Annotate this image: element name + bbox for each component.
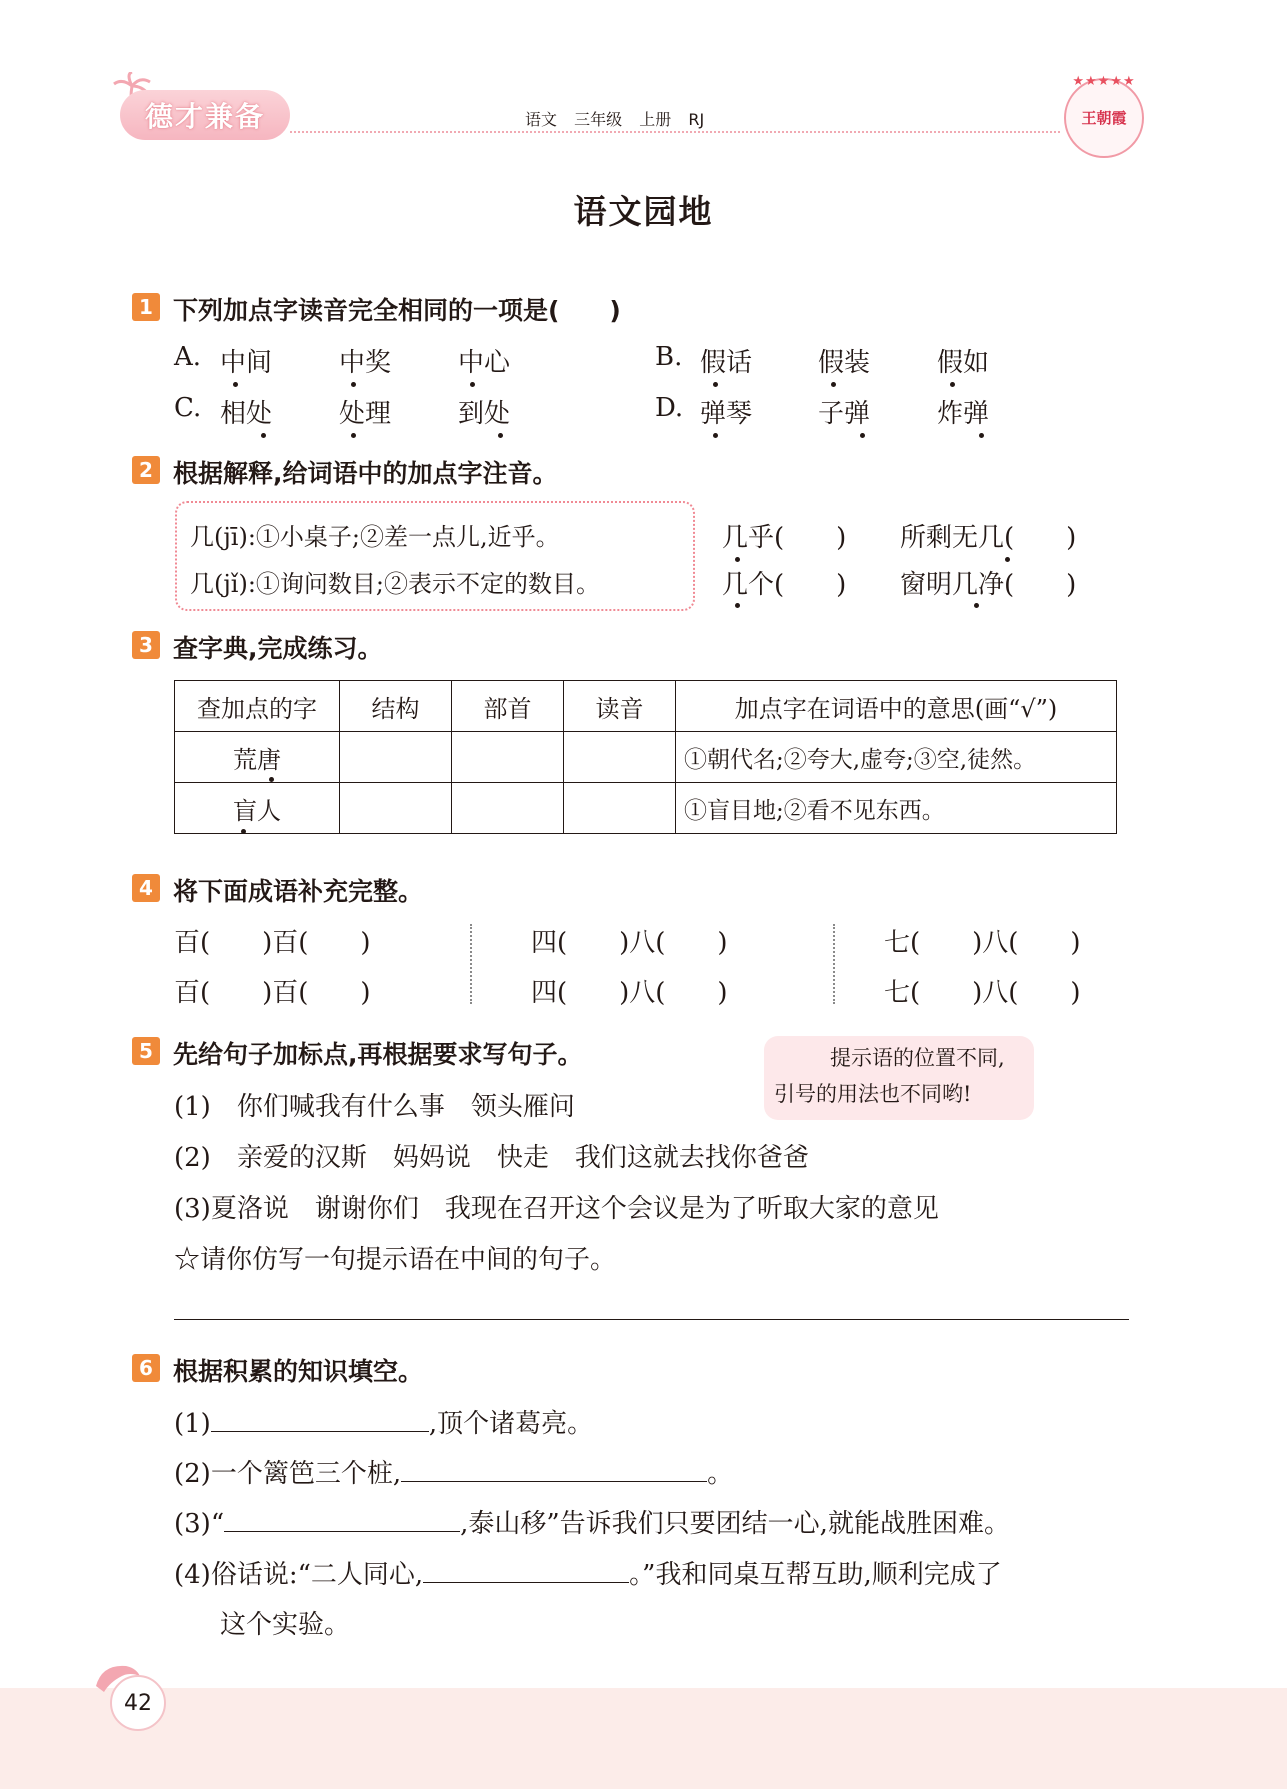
question-number-6: 6 [132, 1354, 160, 1382]
book-info [525, 107, 704, 130]
table-header: 查加点的字 [175, 681, 340, 732]
emphasis-dot [269, 777, 274, 782]
emphasis-dot [979, 433, 984, 438]
page-number: 42 [110, 1675, 166, 1731]
header-divider [290, 131, 1060, 133]
question-number-3: 3 [132, 631, 160, 659]
table-cell-word: 荒唐 [175, 732, 340, 783]
question-5-text: 先给句子加标点,再根据要求写句子。 [173, 1040, 583, 1069]
question-number-2: 2 [132, 456, 160, 484]
emphasis-dot [233, 382, 238, 387]
table-header: 结构 [340, 681, 452, 732]
volume: 上册 [639, 110, 672, 129]
grade: 三年级 [574, 110, 623, 129]
option-d-word-2: 子弹 [818, 399, 871, 429]
emphasis-dot [498, 433, 503, 438]
option-a-word-2: 中奖 [339, 348, 392, 378]
question-4-text: 将下面成语补充完整。 [173, 877, 424, 906]
answer-cell-structure[interactable] [340, 783, 452, 834]
answer-cell-pronunciation[interactable] [564, 732, 676, 783]
table-cell-word: 盲人 [175, 783, 340, 834]
table-row [175, 732, 1117, 783]
fill-line-1: (1) ,顶个诸葛亮。 [174, 1403, 593, 1440]
author-seal: ★★★★★ 王朝霞 [1064, 78, 1144, 158]
question-number-5: 5 [132, 1037, 160, 1065]
idiom-blank[interactable]: 七( )八( ) [884, 978, 1081, 1008]
option-c-word-1: 相处 [220, 399, 273, 429]
emphasis-dot [241, 829, 246, 834]
column-divider [470, 924, 472, 1004]
emphasis-dot [713, 433, 718, 438]
option-b-word-1: 假话 [700, 348, 753, 378]
item-jihu: 几乎( ) [722, 523, 847, 553]
sentence-2: (2) 亲爱的汉斯 妈妈说 快走 我们这就去找你爸爸 [174, 1143, 809, 1173]
option-c-word-2: 处理 [339, 399, 392, 429]
answer-cell-pronunciation[interactable] [564, 783, 676, 834]
brand-logo: 德才兼备 [120, 90, 290, 140]
fill-blank[interactable] [224, 1505, 460, 1532]
question-number-1: 1 [132, 293, 160, 321]
fill-blank[interactable] [423, 1556, 629, 1583]
sentence-1: (1) 你们喊我有什么事 领头雁问 [174, 1092, 575, 1122]
emphasis-dot [470, 382, 475, 387]
option-c-word-3: 到处 [458, 399, 511, 429]
option-d-word-3: 炸弹 [937, 399, 990, 429]
option-a-label: A. [174, 342, 202, 372]
tip-box [764, 1036, 1034, 1120]
question-number-4: 4 [132, 874, 160, 902]
option-c-label: C. [174, 393, 202, 423]
emphasis-dot [1005, 557, 1010, 562]
emphasis-dot [974, 603, 979, 608]
table-header: 读音 [564, 681, 676, 732]
table-header-row [175, 681, 1117, 732]
definition-1: 几(jī):①小桌子;②差一点儿,近乎。 [190, 523, 560, 551]
emphasis-dot [950, 382, 955, 387]
edition: RJ [688, 110, 705, 129]
answer-cell-radical[interactable] [452, 783, 564, 834]
table-header: 部首 [452, 681, 564, 732]
footer-wave [0, 1688, 1287, 1789]
idiom-blank[interactable]: 七( )八( ) [884, 928, 1081, 958]
emphasis-dot [261, 433, 266, 438]
emphasis-dot [713, 382, 718, 387]
idiom-blank[interactable]: 四( )八( ) [531, 928, 728, 958]
option-a-word-1: 中间 [220, 348, 273, 378]
option-b-word-2: 假装 [818, 348, 871, 378]
emphasis-dot [831, 382, 836, 387]
fill-line-3: (3)“ ,泰山移”告诉我们只要团结一心,就能战胜困难。 [174, 1503, 1010, 1540]
table-row [175, 783, 1117, 834]
emphasis-dot [351, 382, 356, 387]
answer-line[interactable] [174, 1319, 1129, 1320]
question-3-text: 查字典,完成练习。 [173, 634, 383, 663]
emphasis-dot [735, 603, 740, 608]
answer-cell-structure[interactable] [340, 732, 452, 783]
tip-line-2: 引号的用法也不同哟! [774, 1082, 972, 1106]
item-suoshengwuji: 所剩无几( ) [900, 523, 1077, 553]
sentence-3: (3)夏洛说 谢谢你们 我现在召开这个会议是为了听取大家的意见 [174, 1194, 939, 1224]
option-a-word-3: 中心 [458, 348, 511, 378]
option-b-label: B. [655, 342, 683, 372]
table-cell-meaning: ①盲目地;②看不见东西。 [676, 783, 1117, 834]
fill-line-2: (2)一个篱笆三个桩, 。 [174, 1453, 733, 1490]
emphasis-dot [351, 433, 356, 438]
question-1-text: 下列加点字读音完全相同的一项是( ) [173, 296, 621, 325]
page-title: 语文园地 [573, 192, 714, 231]
emphasis-dot [860, 433, 865, 438]
column-divider [833, 924, 835, 1004]
tip-line-1: 提示语的位置不同, [830, 1046, 1005, 1070]
question-2-text: 根据解释,给词语中的加点字注音。 [173, 459, 558, 488]
option-d-label: D. [655, 393, 684, 423]
table-header: 加点字在词语中的意思(画“√”) [676, 681, 1117, 732]
table-cell-meaning: ①朝代名;②夸大,虚夸;③空,徒然。 [676, 732, 1117, 783]
fill-blank[interactable] [401, 1455, 707, 1482]
imitation-prompt: ☆请你仿写一句提示语在中间的句子。 [174, 1245, 617, 1275]
emphasis-dot [735, 557, 740, 562]
fill-line-4: (4)俗话说:“二人同心, 。”我和同桌互帮互助,顺利完成了 [174, 1554, 1002, 1591]
question-6-text: 根据积累的知识填空。 [173, 1357, 424, 1386]
definition-2: 几(jǐ):①询问数目;②表示不定的数目。 [190, 570, 601, 598]
dictionary-table [174, 680, 1117, 834]
idiom-blank[interactable]: 百( )百( ) [174, 928, 371, 958]
idiom-blank[interactable]: 百( )百( ) [174, 978, 371, 1008]
option-d-word-1: 弹琴 [700, 399, 753, 429]
fill-blank[interactable] [211, 1405, 429, 1432]
idiom-blank[interactable]: 四( )八( ) [531, 978, 728, 1008]
answer-cell-radical[interactable] [452, 732, 564, 783]
subject: 语文 [525, 110, 558, 129]
item-jige: 几个( ) [722, 570, 847, 600]
option-b-word-3: 假如 [937, 348, 990, 378]
item-chuangmingjijing: 窗明几净( ) [900, 570, 1077, 600]
fill-line-4-continuation: 这个实验。 [220, 1610, 351, 1640]
